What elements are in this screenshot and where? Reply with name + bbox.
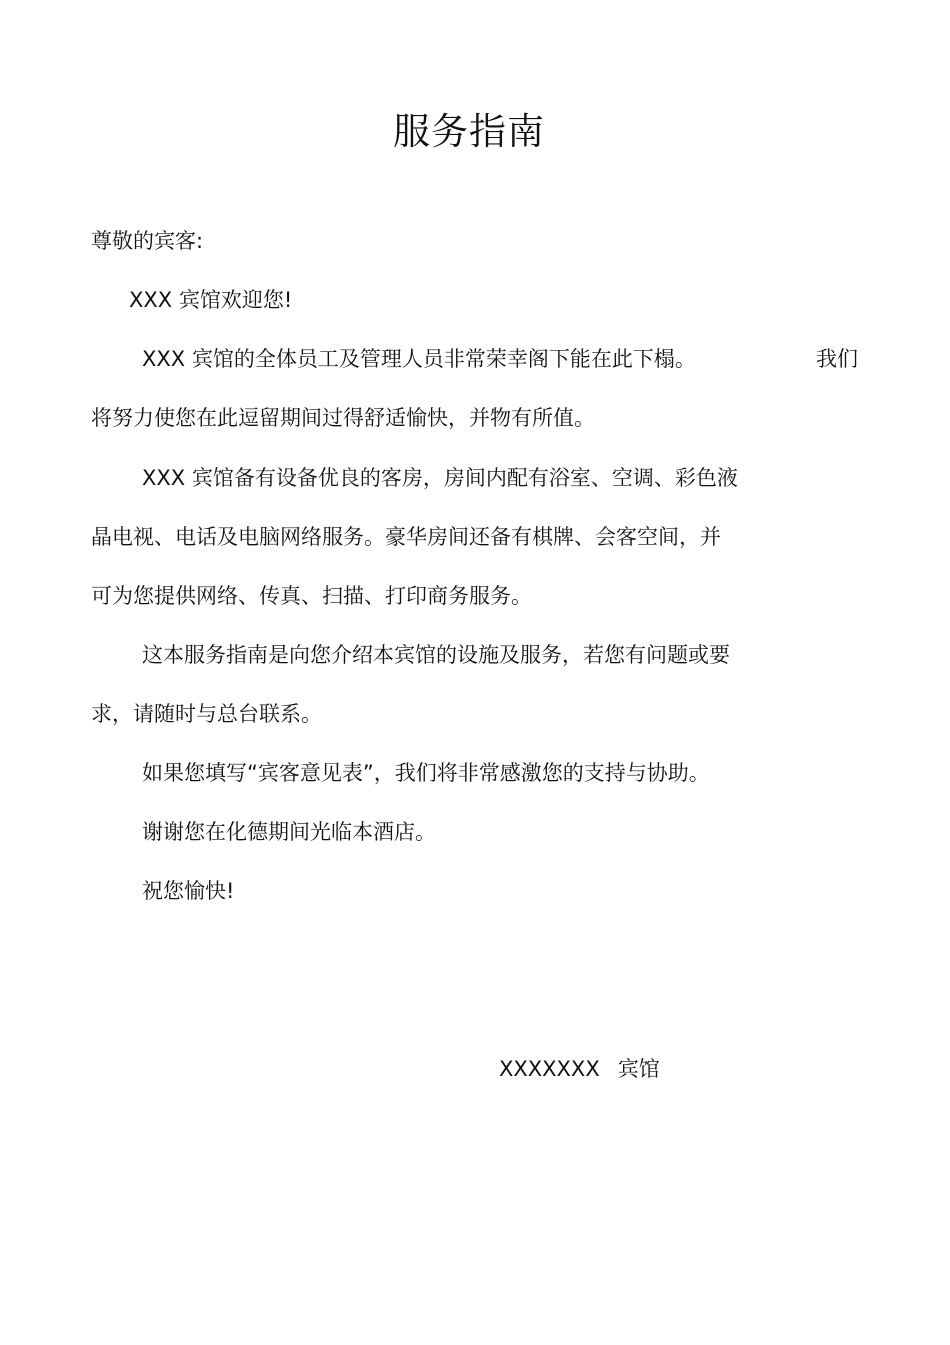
page-title: 服务指南 xyxy=(393,110,545,153)
paragraph-2-line-1: XXX 宾馆备有设备优良的客房，房间内配有浴室、空调、彩色液 xyxy=(142,466,738,490)
welcome-line: XXX 宾馆欢迎您! xyxy=(129,288,293,312)
salutation: 尊敬的宾客: xyxy=(91,229,204,253)
paragraph-4: 如果您填写“宾客意见表”，我们将非常感激您的支持与协助。 xyxy=(142,761,710,785)
paragraph-3-line-2: 求，请随时与总台联系。 xyxy=(91,702,322,726)
paragraph-6: 祝您愉快! xyxy=(142,879,235,903)
signature-suffix: 宾馆 xyxy=(617,1057,660,1081)
paragraph-1-line-1-main: XXX 宾馆的全体员工及管理人员非常荣幸阁下能在此下榻。 xyxy=(142,347,696,371)
paragraph-3-line-1: 这本服务指南是向您介绍本宾馆的设施及服务，若您有问题或要 xyxy=(142,643,730,667)
paragraph-1-line-2: 将努力使您在此逗留期间过得舒适愉快，并物有所值。 xyxy=(91,406,595,430)
paragraph-1-line-1 xyxy=(142,345,858,373)
paragraph-5: 谢谢您在化德期间光临本酒店。 xyxy=(142,820,436,844)
signature xyxy=(499,1055,660,1083)
paragraph-2-line-2: 晶电视、电话及电脑网络服务。豪华房间还备有棋牌、会客空间，并 xyxy=(91,525,721,549)
paragraph-2-line-3: 可为您提供网络、传真、扫描、打印商务服务。 xyxy=(91,584,532,608)
paragraph-1-line-1-tail: 我们 xyxy=(816,347,858,371)
signature-name: XXXXXXX xyxy=(499,1057,600,1081)
